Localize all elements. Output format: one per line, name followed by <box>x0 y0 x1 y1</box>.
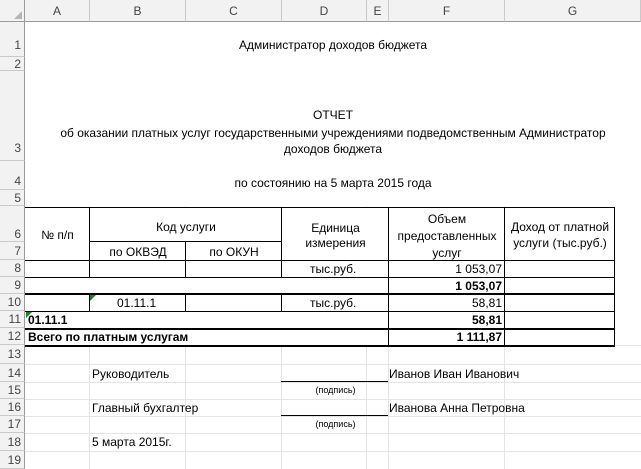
row-header-2[interactable]: 2 <box>0 57 25 71</box>
table-border <box>25 277 615 278</box>
header-okun[interactable]: по ОКУН <box>209 245 259 259</box>
accountant-name[interactable]: Иванова Анна Петровна <box>389 401 525 415</box>
row-header-1[interactable]: 1 <box>0 22 25 57</box>
row-header-3[interactable]: 3 <box>0 71 25 161</box>
row12-label[interactable]: Всего по платным услугам <box>28 330 189 344</box>
select-all-corner[interactable] <box>0 0 25 22</box>
header-unit-line2[interactable]: измерения <box>305 236 366 250</box>
column-header-a[interactable]: A <box>25 0 90 22</box>
accountant-sign-label[interactable]: (подпись) <box>315 419 356 429</box>
header-okved[interactable]: по ОКВЭД <box>109 245 167 259</box>
table-border <box>614 207 615 347</box>
row10-okved[interactable]: 01.11.1 <box>117 296 157 310</box>
error-indicator[interactable] <box>26 312 32 318</box>
table-border <box>89 207 90 277</box>
table-border <box>504 207 505 347</box>
row9-volume[interactable]: 1 053,07 <box>455 279 502 293</box>
row-header-14[interactable]: 14 <box>0 364 25 382</box>
accountant-signature-line <box>281 415 388 416</box>
row-header-17[interactable]: 17 <box>0 416 25 433</box>
table-border <box>25 207 615 208</box>
table-border <box>185 294 186 311</box>
row-header-9[interactable]: 9 <box>0 277 25 294</box>
table-border <box>89 294 90 311</box>
row-header-16[interactable]: 16 <box>0 399 25 416</box>
header-num[interactable]: № п/п <box>41 228 74 242</box>
row11-volume[interactable]: 58,81 <box>471 313 502 327</box>
head-sign-label[interactable]: (подпись) <box>315 385 356 395</box>
header-volume-line2[interactable]: предоставленных <box>397 229 497 243</box>
row-header-6[interactable]: 6 <box>0 206 25 242</box>
table-border <box>90 241 282 242</box>
report-title[interactable]: ОТЧЕТ <box>313 108 353 122</box>
select-all-triangle <box>14 11 22 19</box>
header-income-line2[interactable]: услуги (тыс.руб.) <box>513 236 607 250</box>
table-border <box>185 241 186 277</box>
row11-label[interactable]: 01.11.1 <box>28 313 68 327</box>
row-header-7[interactable]: 7 <box>0 242 25 260</box>
row10-unit[interactable]: тыс.руб. <box>310 296 357 310</box>
header-service-code[interactable]: Код услуги <box>156 220 216 234</box>
column-header-d[interactable]: D <box>282 0 367 22</box>
head-signature-line <box>281 381 388 382</box>
table-border <box>25 260 615 261</box>
row-header-12[interactable]: 12 <box>0 328 25 345</box>
row10-volume[interactable]: 58,81 <box>471 296 502 310</box>
header-volume-line3[interactable]: услуг <box>432 246 462 260</box>
table-border <box>25 345 615 347</box>
error-indicator[interactable] <box>90 295 96 301</box>
row-header-15[interactable]: 15 <box>0 382 25 399</box>
table-border <box>388 207 389 347</box>
header-volume-line1[interactable]: Объем <box>427 212 467 226</box>
column-header-f[interactable]: F <box>389 0 505 22</box>
row8-volume[interactable]: 1 053,07 <box>455 262 502 276</box>
row12-volume[interactable]: 1 111,87 <box>456 330 502 344</box>
column-header-g[interactable]: G <box>505 0 641 22</box>
report-subtitle-line2[interactable]: доходов бюджета <box>283 142 383 156</box>
column-header-b[interactable]: B <box>90 0 186 22</box>
row-header-18[interactable]: 18 <box>0 433 25 451</box>
head-title[interactable]: Руководитель <box>92 367 170 381</box>
head-name[interactable]: Иванов Иван Иванович <box>389 367 520 381</box>
admin-title[interactable]: Администратор доходов бюджета <box>238 38 428 52</box>
report-date-line[interactable]: по состоянию на 5 марта 2015 года <box>234 176 432 190</box>
signature-date[interactable]: 5 марта 2015г. <box>92 435 172 449</box>
column-header-e[interactable]: E <box>367 0 389 22</box>
table-border <box>281 207 282 277</box>
table-border <box>25 293 615 295</box>
accountant-title[interactable]: Главный бухгалтер <box>92 401 199 415</box>
header-income-line1[interactable]: Доход от платной <box>510 220 610 234</box>
row-header-4[interactable]: 4 <box>0 161 25 190</box>
row-header-19[interactable]: 19 <box>0 451 25 469</box>
header-unit-line1[interactable]: Единица <box>311 221 360 235</box>
row-header-10[interactable]: 10 <box>0 294 25 311</box>
report-subtitle-line1[interactable]: об оказании платных услуг государственными учреждениями подведомственным Администратор <box>60 126 606 140</box>
row-header-5[interactable]: 5 <box>0 190 25 206</box>
row8-unit[interactable]: тыс.руб. <box>310 262 357 276</box>
row-header-8[interactable]: 8 <box>0 260 25 277</box>
column-header-c[interactable]: C <box>186 0 282 22</box>
row-header-11[interactable]: 11 <box>0 311 25 328</box>
table-border <box>281 294 282 311</box>
table-border <box>25 328 615 330</box>
row-header-13[interactable]: 13 <box>0 345 25 364</box>
table-border <box>25 311 615 312</box>
